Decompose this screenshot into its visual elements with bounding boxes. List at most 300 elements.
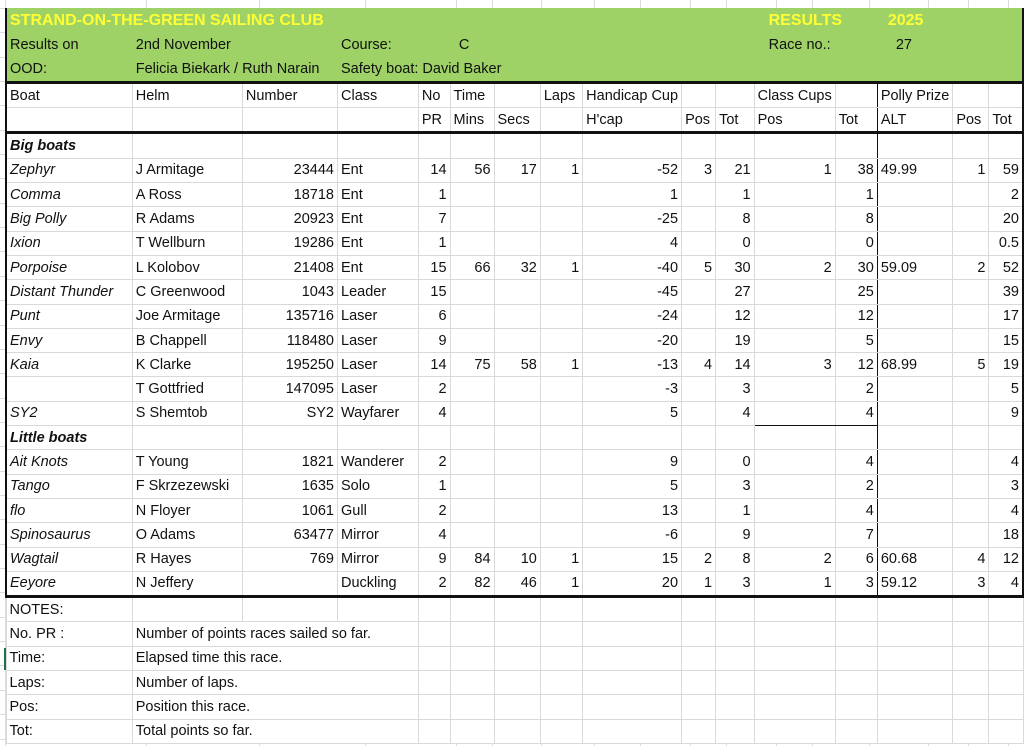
secs-cell[interactable] xyxy=(494,377,540,401)
number-cell[interactable]: 19286 xyxy=(242,231,337,255)
no-pr-cell[interactable]: 2 xyxy=(418,498,450,522)
cell[interactable] xyxy=(682,426,716,450)
column-header[interactable] xyxy=(494,82,540,107)
ood-label[interactable]: OOD: xyxy=(6,57,132,82)
cell[interactable] xyxy=(682,719,716,743)
helm-cell[interactable]: N Jeffery xyxy=(132,571,242,596)
column-header[interactable] xyxy=(953,82,989,107)
alt-cell[interactable] xyxy=(877,401,953,425)
polly-pos-cell[interactable] xyxy=(953,328,989,352)
cell[interactable] xyxy=(835,671,877,695)
laps-cell[interactable] xyxy=(540,401,582,425)
secs-cell[interactable]: 17 xyxy=(494,158,540,182)
alt-cell[interactable] xyxy=(877,498,953,522)
cell[interactable] xyxy=(835,622,877,646)
cell[interactable] xyxy=(877,597,953,622)
column-header[interactable]: Tot xyxy=(989,108,1023,133)
secs-cell[interactable]: 10 xyxy=(494,547,540,571)
no-pr-cell[interactable]: 9 xyxy=(418,328,450,352)
helm-cell[interactable]: K Clarke xyxy=(132,353,242,377)
alt-cell[interactable]: 68.99 xyxy=(877,353,953,377)
no-pr-cell[interactable]: 7 xyxy=(418,207,450,231)
boat-cell[interactable] xyxy=(6,377,132,401)
race-no-label[interactable]: Race no.: xyxy=(754,33,877,57)
helm-cell[interactable]: B Chappell xyxy=(132,328,242,352)
helm-cell[interactable]: R Hayes xyxy=(132,547,242,571)
laps-cell[interactable] xyxy=(540,183,582,207)
results-year[interactable]: 2025 xyxy=(877,9,1023,33)
laps-cell[interactable]: 1 xyxy=(540,547,582,571)
polly-pos-cell[interactable]: 2 xyxy=(953,255,989,279)
cell[interactable] xyxy=(494,597,540,622)
laps-cell[interactable] xyxy=(540,377,582,401)
cell[interactable] xyxy=(754,671,835,695)
number-cell[interactable]: 1043 xyxy=(242,280,337,304)
no-pr-cell[interactable]: 2 xyxy=(418,450,450,474)
course-value[interactable]: C xyxy=(418,33,540,57)
polly-tot-cell[interactable]: 4 xyxy=(989,498,1023,522)
polly-pos-cell[interactable] xyxy=(953,207,989,231)
cell[interactable] xyxy=(540,671,582,695)
column-header[interactable]: No xyxy=(418,82,450,107)
class-pos-cell[interactable]: 2 xyxy=(754,255,835,279)
cell[interactable] xyxy=(450,622,494,646)
secs-cell[interactable] xyxy=(494,450,540,474)
class-tot-cell[interactable]: 4 xyxy=(835,498,877,522)
cell[interactable] xyxy=(418,719,450,743)
note-description[interactable]: Number of points races sailed so far. xyxy=(132,622,418,646)
cell[interactable] xyxy=(716,719,754,743)
polly-pos-cell[interactable] xyxy=(953,523,989,547)
class-cell[interactable]: Mirror xyxy=(338,547,419,571)
class-cell[interactable]: Laser xyxy=(338,328,419,352)
column-header[interactable]: Pos xyxy=(682,108,716,133)
section-label[interactable]: Little boats xyxy=(6,426,132,450)
results-on-label[interactable]: Results on xyxy=(6,33,132,57)
class-pos-cell[interactable] xyxy=(754,450,835,474)
alt-cell[interactable] xyxy=(877,280,953,304)
laps-cell[interactable]: 1 xyxy=(540,353,582,377)
class-tot-cell[interactable]: 7 xyxy=(835,523,877,547)
mins-cell[interactable] xyxy=(450,304,494,328)
cell[interactable] xyxy=(953,646,989,670)
column-header[interactable]: Pos xyxy=(754,108,835,133)
class-pos-cell[interactable]: 2 xyxy=(754,547,835,571)
helm-cell[interactable]: C Greenwood xyxy=(132,280,242,304)
cell[interactable] xyxy=(953,133,989,158)
hcap-pos-cell[interactable] xyxy=(682,207,716,231)
header-blank-cell[interactable] xyxy=(583,57,1023,82)
cell[interactable] xyxy=(716,695,754,719)
hcap-cell[interactable]: 20 xyxy=(583,571,682,596)
number-cell[interactable]: 1821 xyxy=(242,450,337,474)
cell[interactable] xyxy=(583,133,682,158)
column-header[interactable]: Tot xyxy=(716,108,754,133)
cell[interactable] xyxy=(494,426,540,450)
hcap-cell[interactable]: -25 xyxy=(583,207,682,231)
cell[interactable] xyxy=(754,426,835,450)
secs-cell[interactable]: 58 xyxy=(494,353,540,377)
hcap-pos-cell[interactable]: 4 xyxy=(682,353,716,377)
no-pr-cell[interactable]: 6 xyxy=(418,304,450,328)
alt-cell[interactable] xyxy=(877,377,953,401)
polly-tot-cell[interactable]: 59 xyxy=(989,158,1023,182)
hcap-cell[interactable]: -52 xyxy=(583,158,682,182)
hcap-tot-cell[interactable]: 27 xyxy=(716,280,754,304)
cell[interactable] xyxy=(716,671,754,695)
boat-cell[interactable]: Zephyr xyxy=(6,158,132,182)
alt-cell[interactable]: 59.12 xyxy=(877,571,953,596)
laps-cell[interactable] xyxy=(540,450,582,474)
number-cell[interactable]: 1061 xyxy=(242,498,337,522)
cell[interactable] xyxy=(754,133,835,158)
polly-tot-cell[interactable]: 4 xyxy=(989,571,1023,596)
class-tot-cell[interactable]: 8 xyxy=(835,207,877,231)
polly-pos-cell[interactable] xyxy=(953,377,989,401)
cell[interactable] xyxy=(338,597,419,622)
safety-boat[interactable]: Safety boat: David Baker xyxy=(338,57,583,82)
cell[interactable] xyxy=(754,622,835,646)
hcap-cell[interactable]: -20 xyxy=(583,328,682,352)
column-header[interactable]: Mins xyxy=(450,108,494,133)
class-pos-cell[interactable] xyxy=(754,183,835,207)
polly-pos-cell[interactable] xyxy=(953,231,989,255)
secs-cell[interactable] xyxy=(494,207,540,231)
hcap-tot-cell[interactable]: 12 xyxy=(716,304,754,328)
cell[interactable] xyxy=(450,426,494,450)
mins-cell[interactable]: 75 xyxy=(450,353,494,377)
cell[interactable] xyxy=(989,646,1023,670)
hcap-cell[interactable]: 15 xyxy=(583,547,682,571)
cell[interactable] xyxy=(682,597,716,622)
boat-cell[interactable]: Envy xyxy=(6,328,132,352)
number-cell[interactable]: 1635 xyxy=(242,474,337,498)
cell[interactable] xyxy=(835,597,877,622)
no-pr-cell[interactable]: 9 xyxy=(418,547,450,571)
hcap-tot-cell[interactable]: 3 xyxy=(716,474,754,498)
polly-pos-cell[interactable]: 4 xyxy=(953,547,989,571)
secs-cell[interactable] xyxy=(494,523,540,547)
ood-value[interactable]: Felicia Biekark / Ruth Narain xyxy=(132,57,337,82)
cell[interactable] xyxy=(494,719,540,743)
note-description[interactable]: Position this race. xyxy=(132,695,418,719)
polly-pos-cell[interactable] xyxy=(953,498,989,522)
hcap-pos-cell[interactable]: 2 xyxy=(682,547,716,571)
number-cell[interactable] xyxy=(242,571,337,596)
cell[interactable] xyxy=(835,695,877,719)
boat-cell[interactable]: Eeyore xyxy=(6,571,132,596)
hcap-tot-cell[interactable]: 14 xyxy=(716,353,754,377)
hcap-tot-cell[interactable]: 8 xyxy=(716,547,754,571)
cell[interactable] xyxy=(953,719,989,743)
cell[interactable] xyxy=(540,646,582,670)
alt-cell[interactable]: 59.09 xyxy=(877,255,953,279)
class-pos-cell[interactable] xyxy=(754,280,835,304)
mins-cell[interactable]: 84 xyxy=(450,547,494,571)
no-pr-cell[interactable]: 2 xyxy=(418,571,450,596)
alt-cell[interactable] xyxy=(877,231,953,255)
mins-cell[interactable] xyxy=(450,183,494,207)
hcap-cell[interactable]: 13 xyxy=(583,498,682,522)
cell[interactable] xyxy=(682,695,716,719)
class-tot-cell[interactable]: 38 xyxy=(835,158,877,182)
helm-cell[interactable]: S Shemtob xyxy=(132,401,242,425)
hcap-cell[interactable]: 5 xyxy=(583,474,682,498)
mins-cell[interactable]: 56 xyxy=(450,158,494,182)
column-header[interactable] xyxy=(682,82,716,107)
cell[interactable] xyxy=(338,133,419,158)
class-pos-cell[interactable] xyxy=(754,304,835,328)
club-title[interactable]: STRAND-ON-THE-GREEN SAILING CLUB xyxy=(6,9,583,33)
cell[interactable] xyxy=(953,622,989,646)
cell[interactable] xyxy=(494,646,540,670)
no-pr-cell[interactable]: 1 xyxy=(418,231,450,255)
cell[interactable] xyxy=(953,695,989,719)
cell[interactable] xyxy=(242,426,337,450)
class-tot-cell[interactable]: 3 xyxy=(835,571,877,596)
class-pos-cell[interactable]: 1 xyxy=(754,571,835,596)
cell[interactable] xyxy=(835,133,877,158)
hcap-pos-cell[interactable] xyxy=(682,523,716,547)
boat-cell[interactable]: SY2 xyxy=(6,401,132,425)
hcap-pos-cell[interactable] xyxy=(682,377,716,401)
cell[interactable] xyxy=(450,671,494,695)
cell[interactable] xyxy=(583,695,682,719)
laps-cell[interactable] xyxy=(540,304,582,328)
helm-cell[interactable]: A Ross xyxy=(132,183,242,207)
mins-cell[interactable]: 82 xyxy=(450,571,494,596)
cell[interactable] xyxy=(450,695,494,719)
column-header[interactable]: Laps xyxy=(540,82,582,107)
cell[interactable] xyxy=(583,719,682,743)
hcap-tot-cell[interactable]: 3 xyxy=(716,377,754,401)
boat-cell[interactable]: Tango xyxy=(6,474,132,498)
hcap-cell[interactable]: -3 xyxy=(583,377,682,401)
hcap-tot-cell[interactable]: 8 xyxy=(716,207,754,231)
mins-cell[interactable]: 66 xyxy=(450,255,494,279)
cell[interactable] xyxy=(583,671,682,695)
cell[interactable] xyxy=(835,719,877,743)
header-blank-cell[interactable] xyxy=(540,33,754,57)
alt-cell[interactable]: 49.99 xyxy=(877,158,953,182)
note-term[interactable]: No. PR : xyxy=(6,622,132,646)
number-cell[interactable]: 195250 xyxy=(242,353,337,377)
hcap-cell[interactable]: -24 xyxy=(583,304,682,328)
laps-cell[interactable] xyxy=(540,523,582,547)
secs-cell[interactable] xyxy=(494,498,540,522)
class-tot-cell[interactable]: 5 xyxy=(835,328,877,352)
course-label[interactable]: Course: xyxy=(338,33,419,57)
polly-tot-cell[interactable]: 4 xyxy=(989,450,1023,474)
class-tot-cell[interactable]: 2 xyxy=(835,377,877,401)
class-pos-cell[interactable] xyxy=(754,498,835,522)
mins-cell[interactable] xyxy=(450,377,494,401)
helm-cell[interactable]: T Young xyxy=(132,450,242,474)
cell[interactable] xyxy=(716,426,754,450)
number-cell[interactable]: 118480 xyxy=(242,328,337,352)
class-cell[interactable]: Leader xyxy=(338,280,419,304)
cell[interactable] xyxy=(418,695,450,719)
polly-tot-cell[interactable]: 2 xyxy=(989,183,1023,207)
cell[interactable] xyxy=(450,646,494,670)
class-cell[interactable]: Wanderer xyxy=(338,450,419,474)
boat-cell[interactable]: Kaia xyxy=(6,353,132,377)
polly-pos-cell[interactable]: 1 xyxy=(953,158,989,182)
hcap-pos-cell[interactable] xyxy=(682,183,716,207)
polly-tot-cell[interactable]: 18 xyxy=(989,523,1023,547)
hcap-tot-cell[interactable]: 4 xyxy=(716,401,754,425)
laps-cell[interactable]: 1 xyxy=(540,255,582,279)
polly-pos-cell[interactable] xyxy=(953,183,989,207)
cell[interactable] xyxy=(450,597,494,622)
class-pos-cell[interactable]: 3 xyxy=(754,353,835,377)
column-header[interactable] xyxy=(132,108,242,133)
laps-cell[interactable] xyxy=(540,474,582,498)
helm-cell[interactable]: F Skrzezewski xyxy=(132,474,242,498)
number-cell[interactable]: 20923 xyxy=(242,207,337,231)
class-pos-cell[interactable] xyxy=(754,231,835,255)
polly-tot-cell[interactable]: 3 xyxy=(989,474,1023,498)
class-tot-cell[interactable]: 0 xyxy=(835,231,877,255)
number-cell[interactable]: SY2 xyxy=(242,401,337,425)
class-pos-cell[interactable] xyxy=(754,377,835,401)
note-term[interactable]: Laps: xyxy=(6,671,132,695)
column-header[interactable]: Number xyxy=(242,82,337,107)
alt-cell[interactable] xyxy=(877,207,953,231)
cell[interactable] xyxy=(132,426,242,450)
alt-cell[interactable]: 60.68 xyxy=(877,547,953,571)
results-date[interactable]: 2nd November xyxy=(132,33,337,57)
class-tot-cell[interactable]: 12 xyxy=(835,353,877,377)
cell[interactable] xyxy=(989,622,1023,646)
hcap-pos-cell[interactable] xyxy=(682,474,716,498)
hcap-cell[interactable]: 4 xyxy=(583,231,682,255)
boat-cell[interactable]: Wagtail xyxy=(6,547,132,571)
hcap-tot-cell[interactable]: 1 xyxy=(716,498,754,522)
class-cell[interactable]: Gull xyxy=(338,498,419,522)
no-pr-cell[interactable]: 15 xyxy=(418,255,450,279)
no-pr-cell[interactable]: 14 xyxy=(418,353,450,377)
class-pos-cell[interactable] xyxy=(754,207,835,231)
class-tot-cell[interactable]: 2 xyxy=(835,474,877,498)
mins-cell[interactable] xyxy=(450,280,494,304)
polly-tot-cell[interactable]: 15 xyxy=(989,328,1023,352)
cell[interactable] xyxy=(716,133,754,158)
hcap-cell[interactable]: -13 xyxy=(583,353,682,377)
column-header[interactable]: Class xyxy=(338,82,419,107)
class-tot-cell[interactable]: 1 xyxy=(835,183,877,207)
cell[interactable] xyxy=(418,622,450,646)
polly-pos-cell[interactable]: 5 xyxy=(953,353,989,377)
number-cell[interactable]: 63477 xyxy=(242,523,337,547)
cell[interactable] xyxy=(877,646,953,670)
cell[interactable] xyxy=(754,719,835,743)
cell[interactable] xyxy=(242,133,337,158)
polly-tot-cell[interactable]: 12 xyxy=(989,547,1023,571)
column-header[interactable]: ALT xyxy=(877,108,953,133)
class-cell[interactable]: Wayfarer xyxy=(338,401,419,425)
column-header[interactable] xyxy=(835,82,877,107)
class-tot-cell[interactable]: 25 xyxy=(835,280,877,304)
cell[interactable] xyxy=(989,671,1023,695)
column-header[interactable] xyxy=(338,108,419,133)
secs-cell[interactable]: 46 xyxy=(494,571,540,596)
secs-cell[interactable] xyxy=(494,401,540,425)
cell[interactable] xyxy=(716,597,754,622)
cell[interactable] xyxy=(583,622,682,646)
column-header[interactable]: Pos xyxy=(953,108,989,133)
cell[interactable] xyxy=(682,671,716,695)
boat-cell[interactable]: Ixion xyxy=(6,231,132,255)
class-pos-cell[interactable] xyxy=(754,401,835,425)
note-description[interactable]: Total points so far. xyxy=(132,719,418,743)
alt-cell[interactable] xyxy=(877,183,953,207)
column-header[interactable] xyxy=(540,108,582,133)
polly-tot-cell[interactable]: 17 xyxy=(989,304,1023,328)
boat-cell[interactable]: flo xyxy=(6,498,132,522)
helm-cell[interactable]: T Wellburn xyxy=(132,231,242,255)
polly-tot-cell[interactable]: 9 xyxy=(989,401,1023,425)
cell[interactable] xyxy=(682,133,716,158)
cell[interactable] xyxy=(754,695,835,719)
no-pr-cell[interactable]: 1 xyxy=(418,474,450,498)
hcap-tot-cell[interactable]: 30 xyxy=(716,255,754,279)
mins-cell[interactable] xyxy=(450,207,494,231)
alt-cell[interactable] xyxy=(877,450,953,474)
class-cell[interactable]: Ent xyxy=(338,183,419,207)
cell[interactable] xyxy=(540,719,582,743)
polly-pos-cell[interactable] xyxy=(953,304,989,328)
secs-cell[interactable] xyxy=(494,474,540,498)
cell[interactable] xyxy=(989,695,1023,719)
polly-tot-cell[interactable]: 0.5 xyxy=(989,231,1023,255)
cell[interactable] xyxy=(754,597,835,622)
cell[interactable] xyxy=(583,426,682,450)
column-header[interactable]: Tot xyxy=(835,108,877,133)
cell[interactable] xyxy=(989,719,1023,743)
number-cell[interactable]: 18718 xyxy=(242,183,337,207)
race-no-value[interactable]: 27 xyxy=(877,33,1023,57)
class-pos-cell[interactable]: 1 xyxy=(754,158,835,182)
boat-cell[interactable]: Porpoise xyxy=(6,255,132,279)
polly-pos-cell[interactable]: 3 xyxy=(953,571,989,596)
header-blank-cell[interactable] xyxy=(583,9,754,33)
column-header[interactable]: Class Cups xyxy=(754,82,835,107)
alt-cell[interactable] xyxy=(877,523,953,547)
alt-cell[interactable] xyxy=(877,304,953,328)
class-cell[interactable]: Solo xyxy=(338,474,419,498)
class-cell[interactable]: Ent xyxy=(338,231,419,255)
cell[interactable] xyxy=(989,426,1023,450)
hcap-pos-cell[interactable]: 5 xyxy=(682,255,716,279)
note-description[interactable]: Number of laps. xyxy=(132,671,418,695)
column-header[interactable]: Boat xyxy=(6,82,132,107)
note-term[interactable]: Tot: xyxy=(6,719,132,743)
no-pr-cell[interactable]: 2 xyxy=(418,377,450,401)
column-header[interactable]: Time xyxy=(450,82,494,107)
helm-cell[interactable]: N Floyer xyxy=(132,498,242,522)
cell[interactable] xyxy=(716,622,754,646)
cell[interactable] xyxy=(989,133,1023,158)
class-cell[interactable]: Duckling xyxy=(338,571,419,596)
column-header[interactable] xyxy=(716,82,754,107)
cell[interactable] xyxy=(540,597,582,622)
hcap-cell[interactable]: 1 xyxy=(583,183,682,207)
number-cell[interactable]: 769 xyxy=(242,547,337,571)
cell[interactable] xyxy=(494,622,540,646)
cell[interactable] xyxy=(242,597,337,622)
polly-tot-cell[interactable]: 52 xyxy=(989,255,1023,279)
